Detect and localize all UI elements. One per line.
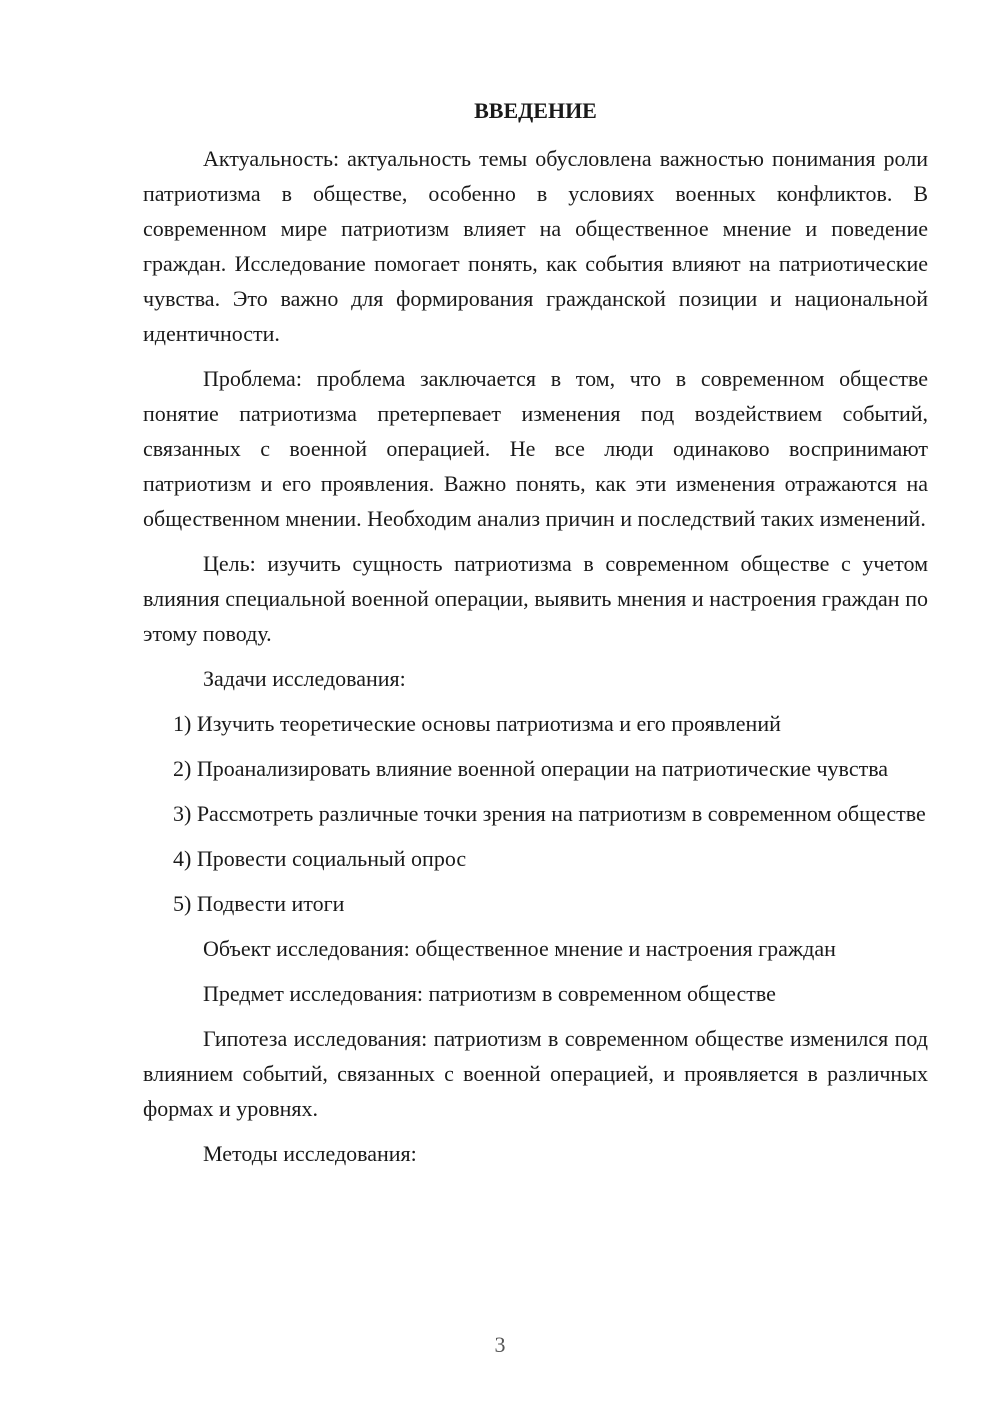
tasks-heading: Задачи исследования: — [203, 666, 406, 691]
page-title: ВВЕДЕНИЕ — [474, 98, 597, 123]
goal-paragraph: Цель: изучить сущность патриотизма в современном обществе с учетом влияния специальной военной операции, выявить мнения и настроения граждан по этому поводу. — [143, 551, 928, 646]
object-paragraph: Объект исследования: общественное мнение и настроения граждан — [203, 936, 836, 961]
task-item-5: 5) Подвести итоги — [173, 891, 345, 916]
methods-heading: Методы исследования: — [203, 1141, 417, 1166]
subject-paragraph: Предмет исследования: патриотизм в современном обществе — [203, 981, 776, 1006]
document-body — [143, 93, 928, 1181]
task-item-3: 3) Рассмотреть различные точки зрения на патриотизм в современном обществе — [173, 801, 926, 826]
hypothesis-paragraph: Гипотеза исследования: патриотизм в современном обществе изменился под влиянием событий, связанных с военной операцией, и проявляется в различных формах и уровнях. — [143, 1026, 928, 1121]
task-item-1: 1) Изучить теоретические основы патриотизма и его проявлений — [173, 711, 781, 736]
relevance-paragraph: Актуальность: актуальность темы обусловлена важностью понимания роли патриотизма в обществе, особенно в условиях военных конфликтов. В современном мире патриотизм влияет на общественное мнение и поведение граждан. Исследование помогает понять, как события влияют на патриотические чувства. Это важно для формирования гражданской позиции и национальной идентичности. — [143, 146, 928, 346]
problem-paragraph: Проблема: проблема заключается в том, что в современном обществе понятие патриотизма претерпевает изменения под воздействием событий, связанных с военной операцией. Не все люди одинаково воспринимают патриотизм и его проявления. Важно понять, как эти изменения отражаются на общественном мнении. Необходим анализ причин и последствий таких изменений. — [143, 366, 928, 531]
page-number: 3 — [494, 1332, 506, 1357]
task-item-4: 4) Провести социальный опрос — [173, 846, 467, 871]
task-item-2: 2) Проанализировать влияние военной операции на патриотические чувства — [173, 756, 889, 781]
